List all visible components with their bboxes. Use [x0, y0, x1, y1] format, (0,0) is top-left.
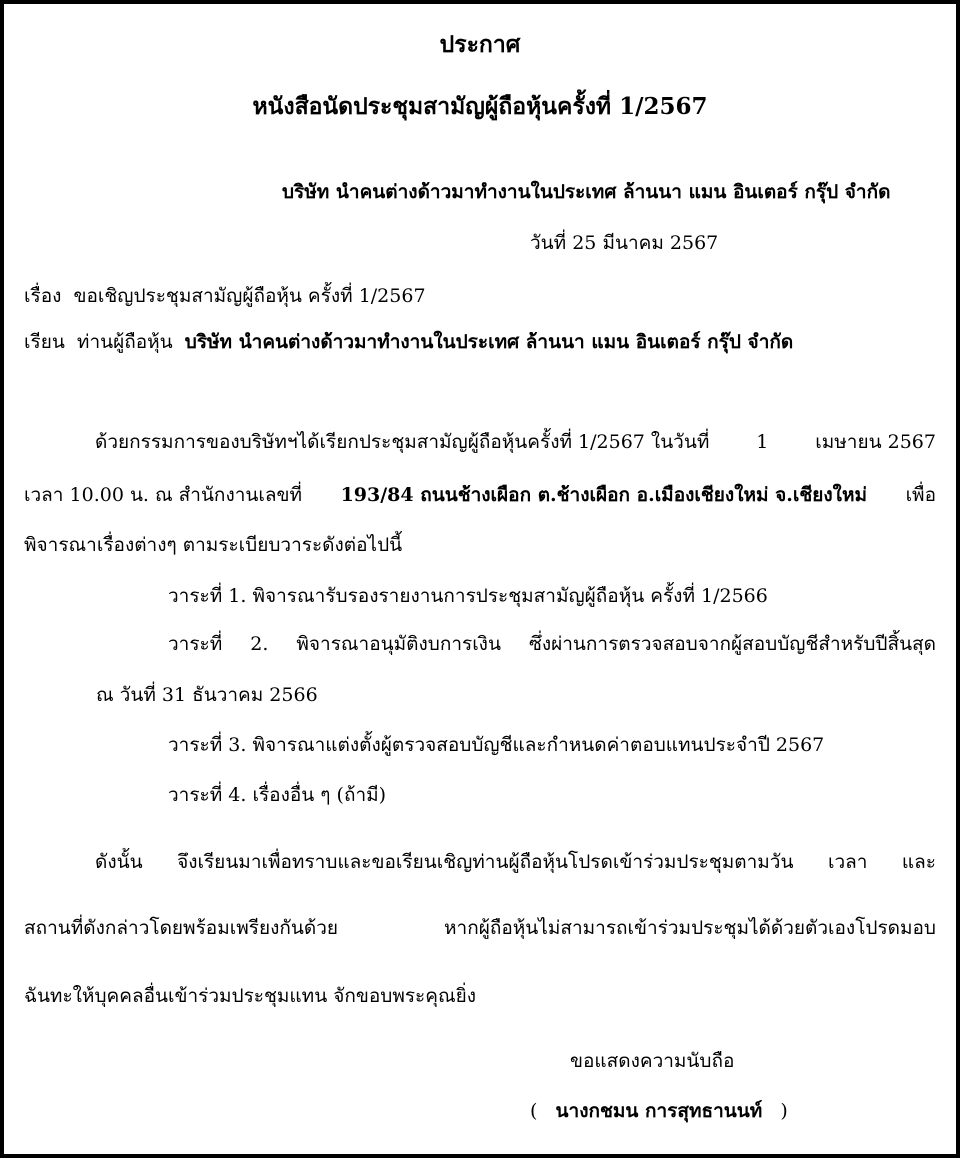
paragraph-1-line-3: พิจารณาเรื่องต่างๆ ตามระเบียบวาระดังต่อไปนี้: [24, 534, 403, 556]
p1-line2-address: 193/84 ถนนช้างเผือก ต.ช้างเผือก อ.เมืองเชียงใหม่ จ.เชียงใหม่: [340, 484, 868, 506]
document-date: วันที่ 25 มีนาคม 2567: [530, 232, 719, 254]
company-name: บริษัท นำคนต่างด้าวมาทำงานในประเทศ ล้านนา แมน อินเตอร์ กรุ๊ป จำกัด: [282, 181, 891, 203]
closing-line-2: สถานที่ดังกล่าวโดยพร้อมเพรียงกันด้วย หากผู้ถือหุ้นไม่สามารถเข้าร่วมประชุมได้ด้วยตัวเองโปรดมอบ: [24, 917, 936, 939]
agenda-item-1: วาระที่ 1. พิจารณารับรองรายงานการประชุมสามัญผู้ถือหุ้น ครั้งที่ 1/2566: [168, 585, 768, 607]
subject-text: ขอเชิญประชุมสามัญผู้ถือหุ้น ครั้งที่ 1/2567: [73, 285, 426, 307]
paragraph-1-line-2: [24, 483, 936, 507]
agenda-item-2: วาระที่ 2. พิจารณาอนุมัติงบการเงิน ซึ่งผ่านการตรวจสอบจากผู้สอบบัญชีสำหรับปีสิ้นสุด: [168, 633, 936, 655]
p1-line1-day: 1: [756, 431, 769, 453]
signature-line: [530, 1099, 788, 1123]
agenda-item-4: วาระที่ 4. เรื่องอื่น ๆ (ถ้ามี): [168, 784, 387, 806]
agenda-item-3: วาระที่ 3. พิจารณาแต่งตั้งผู้ตรวจสอบบัญชีและกำหนดค่าตอบแทนประจำปี 2567: [168, 734, 825, 756]
signature-open-paren: (: [530, 1100, 538, 1122]
p1-line1-month: เมษายน 2567: [815, 431, 936, 453]
recipient-company: บริษัท นำคนต่างด้าวมาทำงานในประเทศ ล้านนา แมน อินเตอร์ กรุ๊ป จำกัด: [184, 331, 794, 353]
paragraph-1-line-1: [95, 430, 936, 454]
subject-label: เรื่อง: [24, 285, 62, 307]
regards-text: ขอแสดงความนับถือ: [570, 1050, 735, 1072]
closing-line-1: ดังนั้น จึงเรียนมาเพื่อทราบและขอเรียนเชิญท่านผู้ถือหุ้นโปรดเข้าร่วมประชุมตามวัน เวลา และ: [95, 851, 936, 873]
p1-line1-text: ด้วยกรรมการของบริษัทฯได้เรียกประชุมสามัญผู้ถือหุ้นครั้งที่ 1/2567 ในวันที่: [95, 431, 710, 453]
subject-line: [24, 284, 426, 308]
signature-close-paren: ): [780, 1100, 788, 1122]
announcement-title: ประกาศ: [439, 31, 521, 58]
p1-line2-end: เพื่อ: [905, 484, 936, 506]
closing-line-3: ฉันทะให้บุคคลอื่นเข้าร่วมประชุมแทน จักขอบพระคุณยิ่ง: [24, 985, 477, 1007]
signatory-name: นางกชมน การสุทธานนท์: [555, 1100, 763, 1122]
recipient-line: [24, 330, 793, 354]
recipient-text: ท่านผู้ถือหุ้น: [76, 331, 173, 353]
recipient-label: เรียน: [24, 331, 65, 353]
meeting-notice-heading: หนังสือนัดประชุมสามัญผู้ถือหุ้นครั้งที่ 1/2567: [252, 93, 708, 120]
p1-line2-time: เวลา 10.00 น. ณ สำนักงานเลขที่: [24, 484, 303, 506]
agenda-item-2-continued: ณ วันที่ 31 ธันวาคม 2566: [96, 684, 318, 706]
